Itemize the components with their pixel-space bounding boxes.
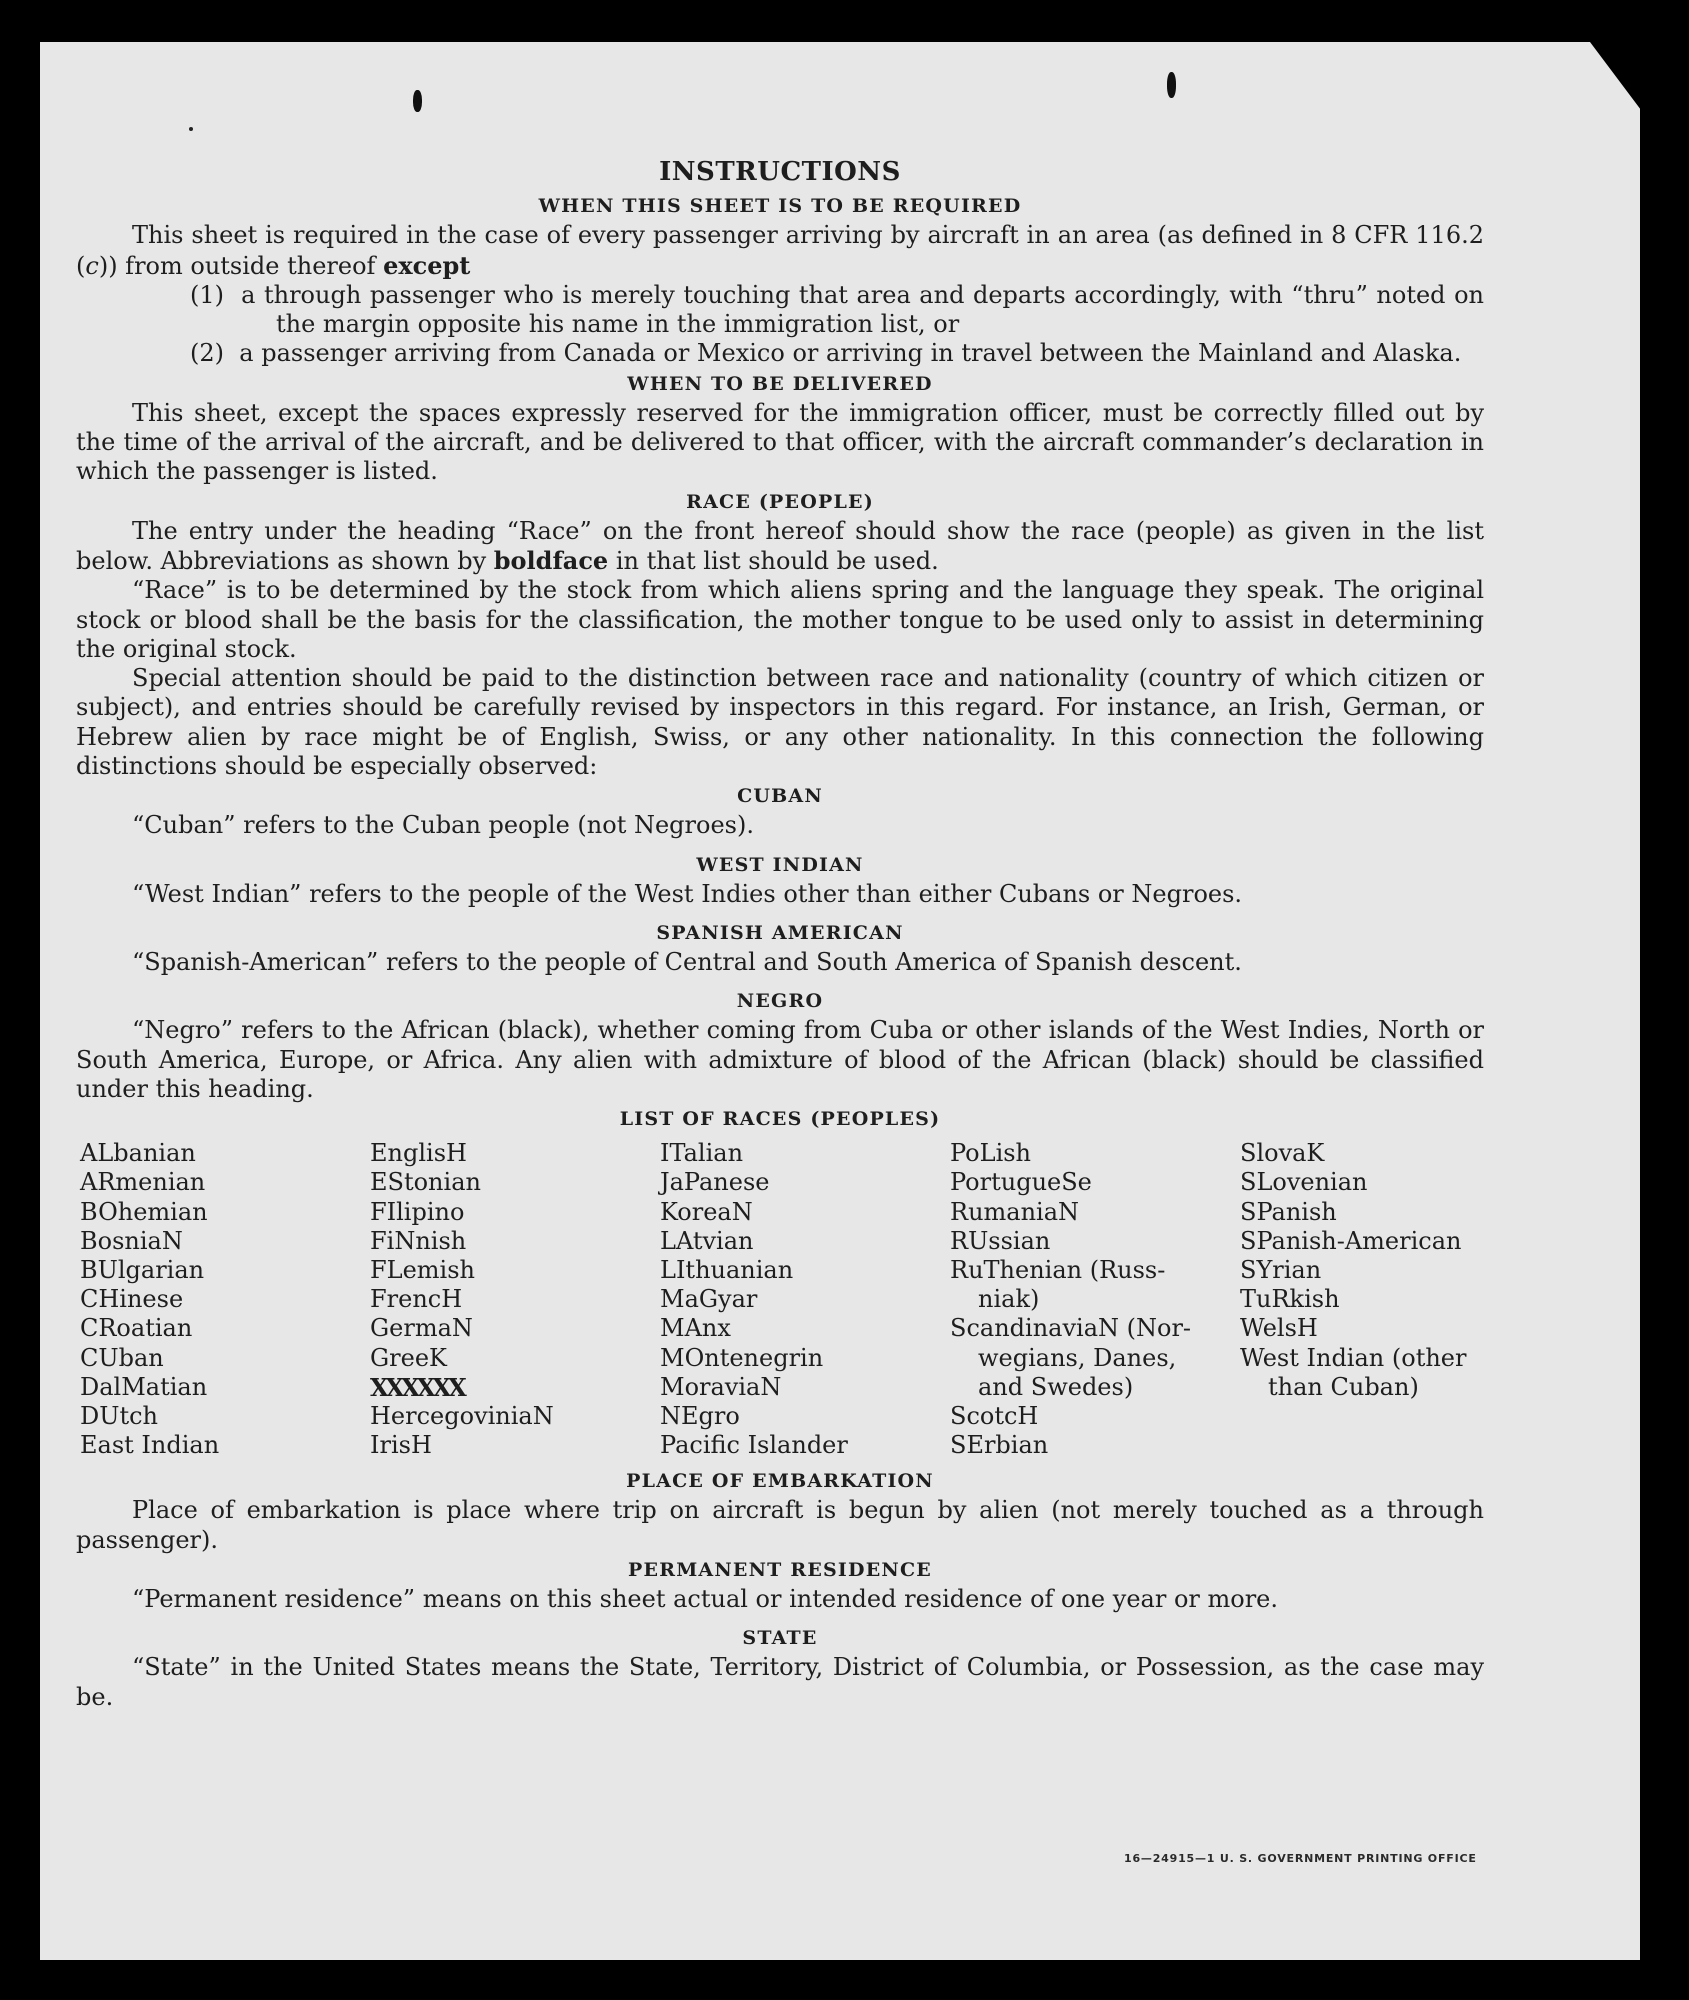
race-item: FIlipino [370, 1197, 465, 1226]
race-item: ARmenian [80, 1168, 206, 1197]
punch-mark-right [1167, 72, 1176, 98]
race-item-struck-out: XXXXXX [370, 1372, 464, 1402]
race-item: LIthuanian [660, 1255, 794, 1284]
race-item: MaGyar [660, 1285, 758, 1314]
instructions-body [76, 158, 1484, 1712]
race-item: SLovenian [1240, 1168, 1368, 1197]
race-item: ITalian [660, 1139, 744, 1168]
heading-spanish-american: SPANISH AMERICAN [656, 921, 904, 944]
race-item: ScotcH [950, 1401, 1039, 1430]
race-item: WelsH [1240, 1314, 1318, 1343]
race-item: ScandinaviaN (Nor- [950, 1314, 1192, 1343]
race-item: SlovaK [1240, 1139, 1325, 1168]
race-item: FiNnish [370, 1226, 467, 1255]
race-paragraph-1: The entry under the heading “Race” on the front hereof should show the race (people) as given in the list below. Abbreviations as shown by boldface in that list should be used. [76, 516, 1484, 575]
race-item: RumaniaN [950, 1197, 1080, 1226]
race-item-continued: niak) [978, 1285, 1040, 1314]
race-item: RUssian [950, 1226, 1051, 1255]
heading-when-delivered: WHEN TO BE DELIVERED [627, 372, 933, 395]
race-item: FLemish [370, 1255, 475, 1284]
negro-text: “Negro” refers to the African (black), whether coming from Cuba or other islands of the West Indies, North or South America, Europe, or Africa. Any alien with admixture of blood of the African (black) should be classified under this heading. [76, 1016, 1484, 1103]
page-title: INSTRUCTIONS [659, 157, 901, 187]
race-item: MAnx [660, 1314, 731, 1343]
cuban-text: “Cuban” refers to the Cuban people (not Negroes). [132, 811, 754, 840]
embarkation-text: Place of embarkation is place where trip on aircraft is begun by alien (not merely touched as a through passenger). [76, 1496, 1484, 1554]
race-item: GreeK [370, 1343, 447, 1372]
race-item: SErbian [950, 1431, 1049, 1460]
race-item: SYrian [1240, 1255, 1322, 1284]
race-item: CRoatian [80, 1314, 193, 1343]
speck [189, 127, 193, 131]
race-item: BosniaN [80, 1226, 183, 1255]
required-intro: This sheet is required in the case of every passenger arriving by aircraft in an area (as defined in 8 CFR 116.2 (c)) from outside thereof except [76, 221, 1484, 280]
race-item: MoraviaN [660, 1372, 782, 1401]
race-item: SPanish-American [1240, 1226, 1462, 1255]
race-item-continued: wegians, Danes, [978, 1343, 1177, 1372]
race-list [80, 1139, 1484, 1460]
race-column-5 [1240, 1139, 1488, 1460]
race-item: HercegoviniaN [370, 1401, 554, 1430]
heading-west-indian: WEST INDIAN [696, 853, 864, 876]
heading-race: RACE (PEOPLE) [686, 490, 874, 513]
race-paragraph-3: Special attention should be paid to the distinction between race and nationality (country of which citizen or subject), and entries should be carefully revised by inspectors in this regard. For instance, an Irish, German, or Hebrew alien by race might be of English, Swiss, or any other nationality. In this connection the following distinctions should be especially observed: [76, 664, 1484, 781]
race-column-4 [950, 1139, 1240, 1460]
race-item: DUtch [80, 1401, 159, 1430]
race-column-3 [660, 1139, 950, 1460]
race-item-continued: and Swedes) [978, 1372, 1134, 1401]
heading-embarkation: PLACE OF EMBARKATION [626, 1470, 934, 1493]
race-item: NEgro [660, 1401, 740, 1430]
printer-footer: 16—24915—1 U. S. GOVERNMENT PRINTING OFFICE [1124, 1852, 1477, 1865]
residence-text: “Permanent residence” means on this sheet actual or intended residence of one year or more. [132, 1584, 1278, 1613]
heading-when-required: WHEN THIS SHEET IS TO BE REQUIRED [538, 195, 1022, 218]
exception-item-2: (2) a passenger arriving from Canada or Mexico or arriving in travel between the Mainland and Alaska. [190, 339, 1462, 368]
exception-list [190, 281, 1484, 369]
race-item: GermaN [370, 1314, 473, 1343]
race-column-2 [370, 1139, 660, 1460]
race-item: LAtvian [660, 1226, 754, 1255]
race-item: TuRkish [1240, 1285, 1340, 1314]
race-item: East Indian [80, 1431, 220, 1460]
delivered-text: This sheet, except the spaces expressly reserved for the immigration officer, must be correctly filled out by the time of the arrival of the aircraft, and be delivered to that officer, with the aircraft commander’s declaration in which the passenger is listed. [76, 398, 1484, 486]
race-item: SPanish [1240, 1197, 1337, 1226]
race-item-continued: than Cuban) [1268, 1372, 1419, 1401]
race-item: MOntenegrin [660, 1343, 824, 1372]
race-item: JaPanese [660, 1168, 770, 1197]
heading-negro: NEGRO [736, 990, 824, 1013]
race-item: West Indian (other [1240, 1343, 1467, 1372]
race-item: IrisH [370, 1431, 432, 1460]
race-item: PoLish [950, 1139, 1032, 1168]
race-item: PortugueSe [950, 1168, 1092, 1197]
spanish-american-text: “Spanish-American” refers to the people of Central and South America of Spanish descent. [132, 947, 1242, 976]
race-item: BUlgarian [80, 1255, 205, 1284]
race-item: DalMatian [80, 1372, 208, 1401]
race-item: FrencH [370, 1285, 463, 1314]
race-paragraph-2: “Race” is to be determined by the stock from which aliens spring and the language they speak. The original stock or blood shall be the basis for the classification, the mother tongue to be used only to assist in determining the original stock. [76, 576, 1484, 663]
race-item: EStonian [370, 1168, 481, 1197]
race-item: Pacific Islander [660, 1431, 848, 1460]
heading-state: STATE [742, 1627, 818, 1650]
heading-permanent-residence: PERMANENT RESIDENCE [628, 1558, 932, 1581]
race-item: BOhemian [80, 1197, 208, 1226]
race-item: CHinese [80, 1285, 184, 1314]
exception-item-1: (1) a through passenger who is merely touching that area and departs accordingly, with “thru” noted on the margin opposite his name in the immigration list, or [190, 280, 1484, 339]
race-item: RuThenian (Russ- [950, 1255, 1166, 1284]
heading-cuban: CUBAN [737, 785, 823, 808]
race-item: CUban [80, 1343, 164, 1372]
west-indian-text: “West Indian” refers to the people of the West Indies other than either Cubans or Negroes. [132, 879, 1243, 908]
race-item: KoreaN [660, 1197, 753, 1226]
race-item: EnglisH [370, 1139, 467, 1168]
punch-mark-left [413, 90, 422, 112]
heading-list-of-races: LIST OF RACES (PEOPLES) [619, 1108, 941, 1131]
state-text: “State” in the United States means the State, Territory, District of Columbia, or Possession, as the case may be. [76, 1653, 1484, 1711]
race-column-1 [80, 1139, 370, 1460]
race-item: ALbanian [80, 1139, 196, 1168]
